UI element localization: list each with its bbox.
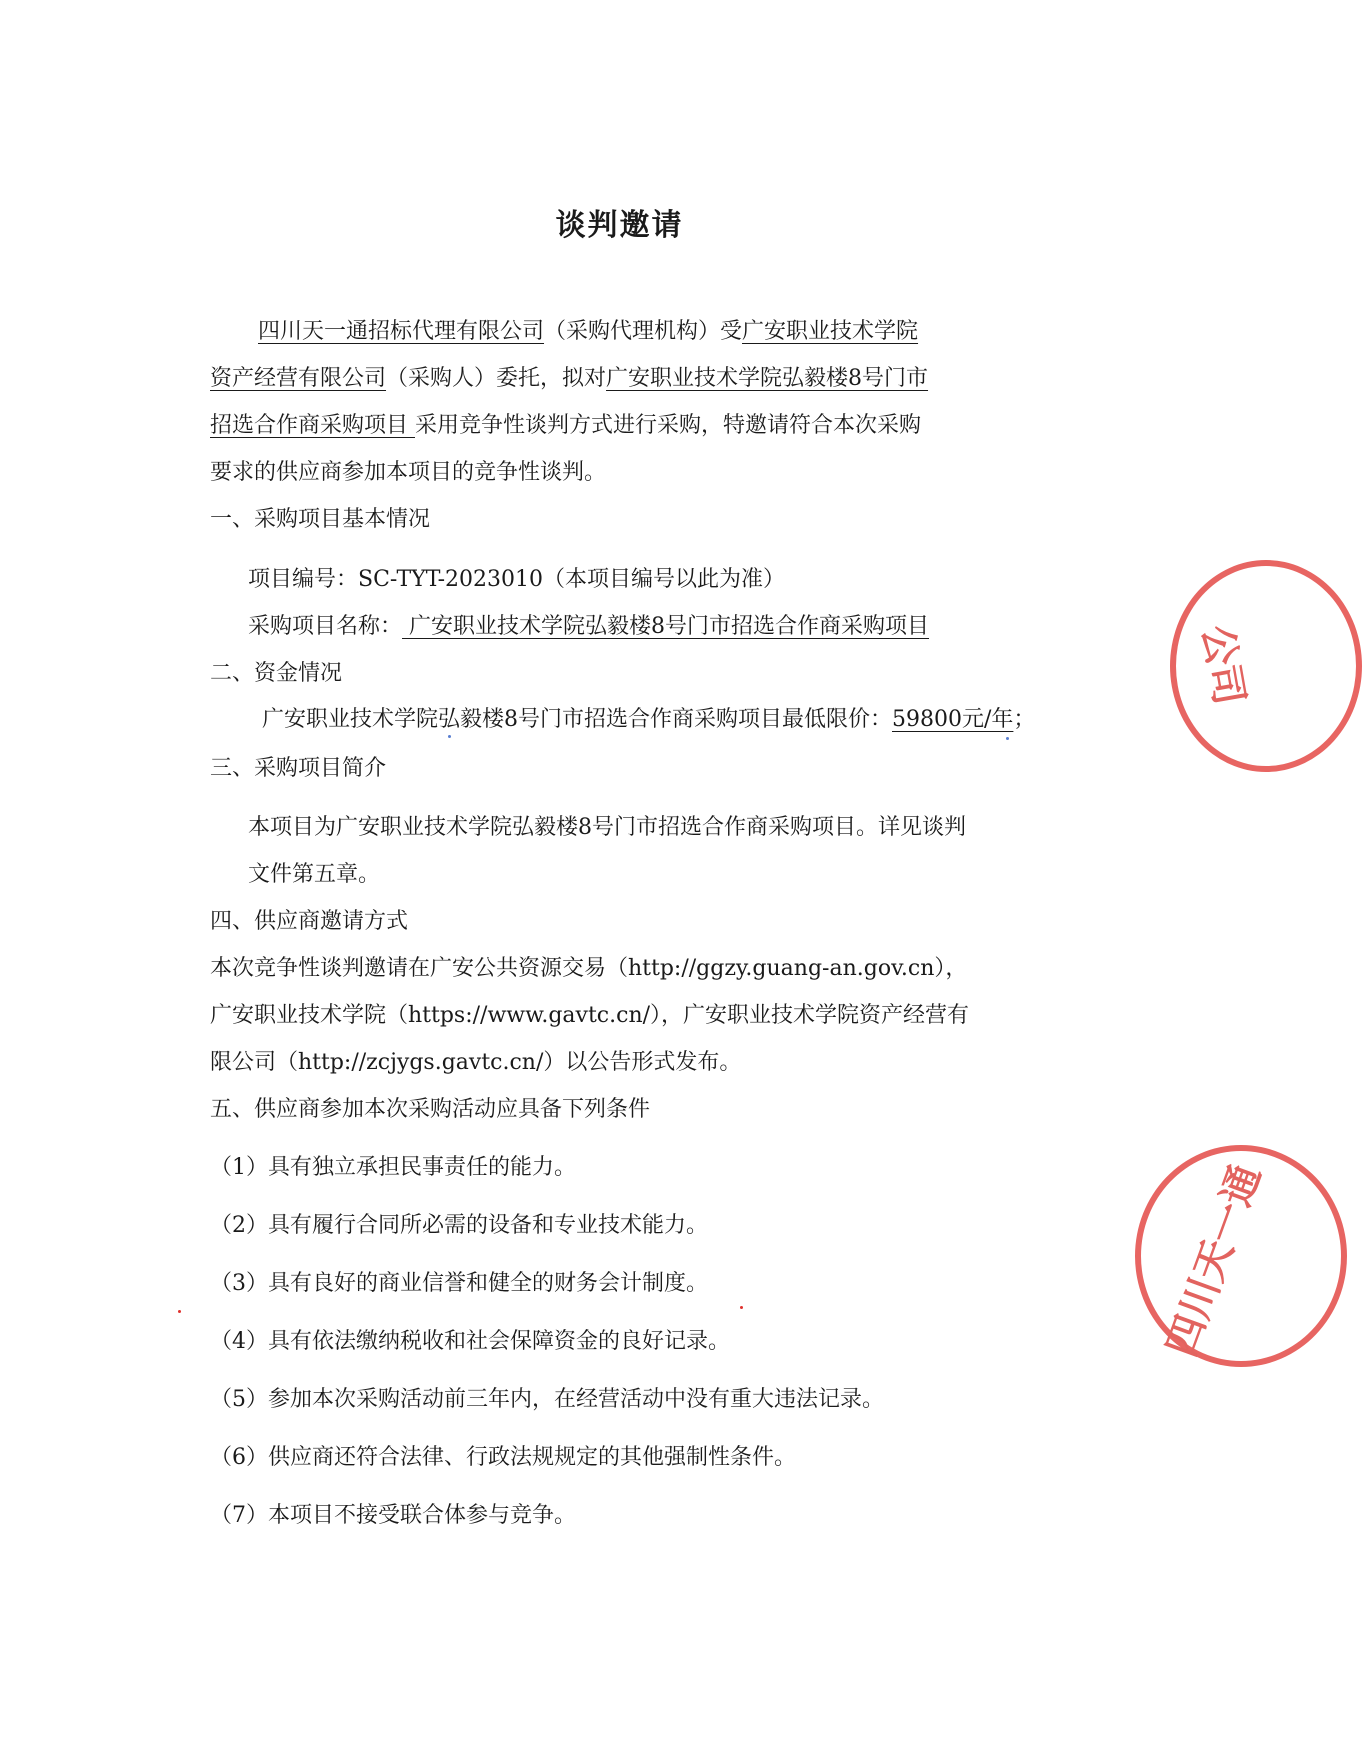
intro-line-4: 要求的供应商参加本项目的竞争性谈判。: [210, 460, 607, 485]
scan-mark: [1006, 737, 1009, 740]
price-value: 59800元/年: [892, 707, 1014, 732]
intro-line-2: [210, 364, 928, 394]
intro-text: （采购人）委托，拟对: [386, 366, 607, 391]
condition-item: （7）本项目不接受联合体参与竞争。: [210, 1503, 576, 1528]
section-1-heading: 一、采购项目基本情况: [210, 507, 431, 532]
condition-item: （3）具有良好的商业信誉和健全的财务会计制度。: [210, 1271, 708, 1296]
section-4-line-3: 限公司（http://zcjygs.gavtc.cn/）以公告形式发布。: [210, 1050, 742, 1075]
section-3-line-1: 本项目为广安职业技术学院弘毅楼8号门市招选合作商采购项目。详见谈判: [248, 815, 966, 840]
intro-text: （采购代理机构）受: [544, 319, 743, 344]
purchaser-name-cont: 资产经营有限公司: [210, 366, 387, 391]
section-4-heading: 四、供应商邀请方式: [210, 909, 409, 934]
intro-line-1: [258, 317, 918, 347]
section-4-line-2: 广安职业技术学院（https://www.gavtc.cn/），广安职业技术学院资产经营有: [210, 1003, 970, 1028]
project-name-row: [248, 612, 929, 642]
project-name-cont: 招选合作商采购项目: [210, 413, 415, 438]
condition-item: （2）具有履行合同所必需的设备和专业技术能力。: [210, 1213, 708, 1238]
price-row: [262, 705, 1035, 735]
intro-text: 采用竞争性谈判方式进行采购，特邀请符合本次采购: [415, 413, 922, 438]
company-seal-upper: [1170, 560, 1362, 772]
project-name-value: 广安职业技术学院弘毅楼8号门市招选合作商采购项目: [402, 614, 930, 639]
project-number: 项目编号：SC-TYT-2023010（本项目编号以此为准）: [248, 567, 786, 592]
section-3-heading: 三、采购项目简介: [210, 756, 387, 781]
condition-item: （6）供应商还符合法律、行政法规规定的其他强制性条件。: [210, 1445, 796, 1470]
section-4-line-1: 本次竞争性谈判邀请在广安公共资源交易（http://ggzy.guang-an.gov.cn），: [210, 956, 968, 981]
condition-item: （4）具有依法缴纳税收和社会保障资金的良好记录。: [210, 1329, 730, 1354]
scan-mark: [740, 1306, 743, 1309]
seal-text: 公司: [1192, 621, 1254, 709]
project-name-label: 采购项目名称：: [248, 614, 403, 639]
condition-item: （1）具有独立承担民事责任的能力。: [210, 1155, 576, 1180]
document-title: 谈判邀请: [555, 208, 684, 243]
purchaser-name: 广安职业技术学院: [742, 319, 919, 344]
scan-mark: [448, 735, 451, 738]
seal-text: 四川天一通: [1157, 1158, 1271, 1363]
project-name: 广安职业技术学院弘毅楼8号门市: [606, 366, 929, 391]
section-2-heading: 二、资金情况: [210, 661, 343, 686]
condition-item: （5）参加本次采购活动前三年内，在经营活动中没有重大违法记录。: [210, 1387, 884, 1412]
price-text: 广安职业技术学院弘毅楼8号门市招选合作商采购项目最低限价：: [262, 707, 892, 732]
scan-mark: [178, 1310, 181, 1313]
section-5-heading: 五、供应商参加本次采购活动应具备下列条件: [210, 1097, 651, 1122]
section-3-line-2: 文件第五章。: [248, 862, 381, 887]
intro-line-3: [210, 411, 921, 441]
price-suffix: ；: [1013, 707, 1036, 732]
agency-name: 四川天一通招标代理有限公司: [258, 319, 545, 344]
company-seal-lower: [1135, 1145, 1347, 1367]
